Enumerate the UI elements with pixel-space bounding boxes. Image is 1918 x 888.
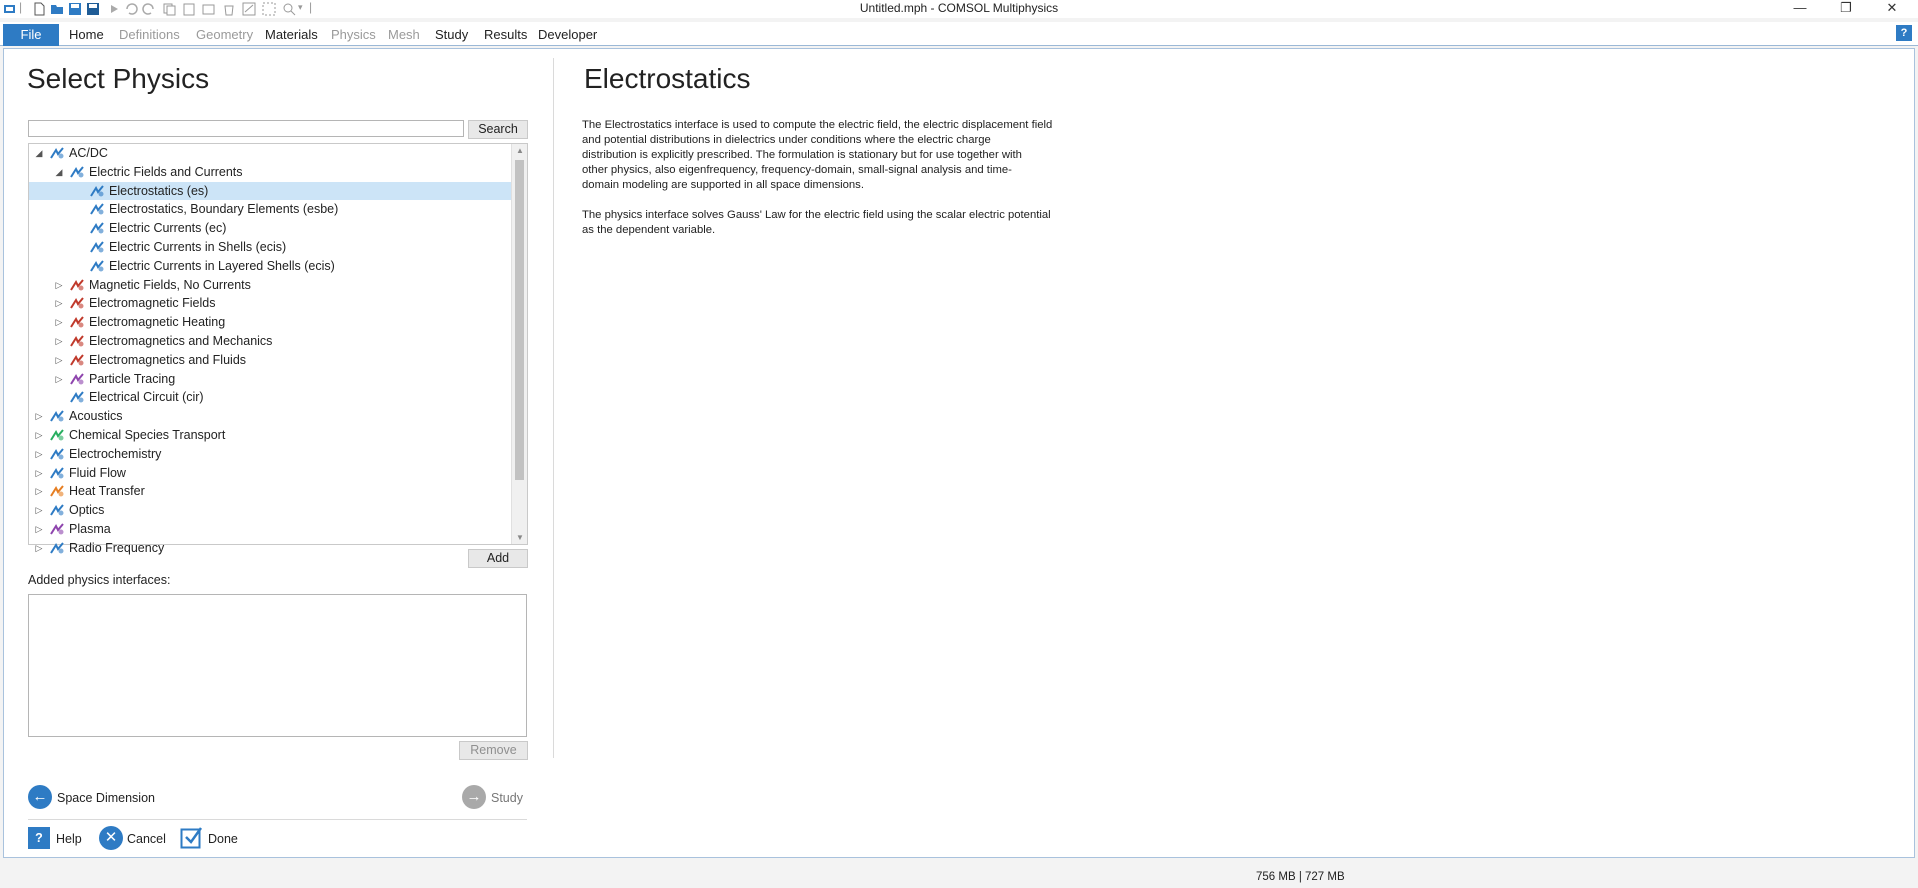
tree-item[interactable] bbox=[29, 388, 511, 406]
tree-item[interactable] bbox=[29, 445, 511, 463]
fluid-flow-icon bbox=[49, 466, 65, 480]
cancel-x-icon: ✕ bbox=[99, 826, 123, 850]
pane-divider[interactable] bbox=[553, 58, 554, 758]
add-button[interactable]: Add bbox=[468, 549, 528, 568]
tree-item-label: Electrical Circuit (cir) bbox=[89, 390, 204, 405]
tree-item[interactable] bbox=[29, 238, 511, 256]
electromagnetic-heating-icon bbox=[69, 315, 85, 329]
electromagnetics-mechanics-icon bbox=[69, 334, 85, 348]
arrow-left-icon: ← bbox=[28, 785, 52, 809]
scroll-down-icon[interactable]: ▼ bbox=[516, 533, 524, 542]
window-title: Untitled.mph - COMSOL Multiphysics bbox=[859, 1, 1059, 15]
cancel-label: Cancel bbox=[127, 832, 166, 846]
tab-study[interactable]: Study bbox=[435, 27, 469, 42]
tree-item-label: Electric Currents in Layered Shells (ecis) bbox=[109, 258, 335, 273]
expand-arrow-icon[interactable]: ▷ bbox=[55, 279, 63, 290]
expand-arrow-icon[interactable]: ▷ bbox=[35, 430, 43, 440]
tree-item[interactable] bbox=[29, 351, 511, 369]
acoustics-icon bbox=[49, 409, 65, 423]
tab-mesh[interactable]: Mesh bbox=[388, 27, 420, 42]
tab-results[interactable]: Results bbox=[484, 27, 528, 42]
done-label: Done bbox=[208, 832, 238, 846]
tree-item-label: AC/DC bbox=[69, 146, 108, 160]
electrochemistry-icon bbox=[49, 447, 65, 461]
tree-item[interactable] bbox=[29, 257, 511, 275]
search-button[interactable]: Search bbox=[468, 120, 528, 139]
description-paragraph-2 bbox=[582, 208, 1082, 238]
expand-arrow-icon[interactable]: ▷ bbox=[35, 467, 43, 478]
tab-physics[interactable]: Physics bbox=[331, 27, 376, 42]
acdc-icon bbox=[49, 146, 65, 160]
separator: | bbox=[309, 0, 313, 14]
tab-materials[interactable]: Materials bbox=[265, 27, 318, 42]
expand-arrow-icon[interactable]: ▷ bbox=[35, 411, 43, 422]
scroll-up-icon[interactable]: ▲ bbox=[516, 146, 524, 155]
heat-transfer-icon bbox=[49, 484, 65, 498]
done-button[interactable] bbox=[180, 826, 250, 852]
arrow-right-icon: → bbox=[462, 785, 486, 809]
tree-item[interactable] bbox=[29, 219, 511, 237]
added-interfaces-label: Added physics interfaces: bbox=[28, 573, 171, 587]
tree-item-label: Chemical Species Transport bbox=[69, 428, 226, 442]
description-paragraph-1 bbox=[582, 118, 1082, 193]
tree-item-label: Electric Currents in Shells (ecis) bbox=[109, 240, 287, 254]
tree-item[interactable] bbox=[29, 482, 511, 500]
tree-item[interactable] bbox=[29, 200, 511, 218]
collapse-arrow-icon[interactable]: ◢ bbox=[35, 148, 43, 158]
footer-separator bbox=[28, 819, 527, 820]
tree-item-label: Acoustics bbox=[69, 409, 123, 424]
added-interfaces-list[interactable] bbox=[28, 594, 527, 737]
expand-arrow-icon[interactable]: ▷ bbox=[55, 298, 63, 309]
tree-item-label: Particle Tracing bbox=[89, 371, 176, 386]
tree-item-label: Electromagnetics and Mechanics bbox=[89, 334, 273, 348]
tree-item[interactable] bbox=[29, 426, 511, 444]
scrollbar-thumb[interactable] bbox=[515, 160, 524, 480]
chemical-species-icon bbox=[49, 428, 65, 442]
expand-arrow-icon[interactable]: ▷ bbox=[35, 524, 43, 534]
desc-line: distribution is explicitly prescribed. The formulation is stationary but for use together with bbox=[582, 149, 1022, 161]
tree-item-label: Electromagnetic Heating bbox=[89, 315, 226, 330]
tree-item-label: Plasma bbox=[69, 522, 111, 536]
expand-arrow-icon[interactable]: ▷ bbox=[35, 542, 43, 553]
desc-line: The physics interface solves Gauss' Law for the electric field using the scalar electric potential bbox=[582, 209, 1051, 221]
tree-item[interactable] bbox=[29, 163, 511, 181]
electromagnetic-fields-icon bbox=[69, 296, 85, 310]
radio-frequency-icon bbox=[49, 541, 65, 555]
tree-item-label: Electric Currents (ec) bbox=[109, 221, 227, 236]
particle-tracing-icon bbox=[69, 372, 85, 386]
tree-item-label: Electromagnetic Fields bbox=[89, 296, 216, 311]
boundary-elements-icon bbox=[89, 202, 105, 216]
desc-line: domain modeling are supported in all space dimensions. bbox=[582, 179, 864, 191]
tree-item[interactable] bbox=[29, 520, 511, 538]
tree-item[interactable] bbox=[29, 182, 511, 200]
layered-shells-icon bbox=[89, 259, 105, 273]
study-label: Study bbox=[491, 791, 523, 805]
tab-geometry[interactable]: Geometry bbox=[196, 27, 254, 42]
plasma-icon bbox=[49, 522, 65, 536]
tree-item-label: Electromagnetics and Fluids bbox=[89, 352, 247, 367]
expand-arrow-icon[interactable]: ▷ bbox=[35, 448, 43, 459]
shells-icon bbox=[89, 240, 105, 254]
cancel-button[interactable] bbox=[99, 826, 169, 852]
help-icon[interactable]: ? bbox=[1896, 25, 1912, 41]
optics-icon bbox=[49, 503, 65, 517]
tree-item[interactable] bbox=[29, 276, 511, 294]
electrical-circuit-icon bbox=[69, 390, 85, 404]
question-icon: ? bbox=[28, 827, 50, 849]
physics-tree[interactable] bbox=[28, 143, 528, 555]
space-dimension-label: Space Dimension bbox=[57, 791, 155, 805]
space-dimension-button[interactable] bbox=[28, 785, 158, 811]
tree-item[interactable] bbox=[29, 332, 511, 350]
tab-file[interactable]: File bbox=[3, 24, 59, 46]
tree-item[interactable] bbox=[29, 539, 511, 557]
tree-item-label: Optics bbox=[69, 503, 105, 518]
expand-arrow-icon[interactable]: ▷ bbox=[55, 354, 63, 365]
tree-item-label: Electrostatics (es) bbox=[109, 183, 209, 198]
electric-fields-icon bbox=[69, 165, 85, 179]
electrostatics-icon bbox=[89, 184, 105, 198]
desc-line: The Electrostatics interface is used to compute the electric field, the electric displacement field bbox=[582, 119, 1053, 131]
tree-item-label: Electrostatics, Boundary Elements (esbe) bbox=[109, 202, 339, 217]
expand-arrow-icon[interactable]: ▷ bbox=[55, 336, 63, 346]
tree-item-label: Electrochemistry bbox=[69, 446, 162, 461]
tree-item-label: Fluid Flow bbox=[69, 465, 126, 480]
memory-status: 756 MB | 727 MB bbox=[1256, 871, 1345, 883]
tab-definitions[interactable]: Definitions bbox=[119, 27, 180, 42]
minimize-button[interactable]: — bbox=[1793, 0, 1807, 15]
tree-item[interactable] bbox=[29, 407, 511, 425]
study-button[interactable] bbox=[462, 785, 532, 811]
restore-button[interactable]: ❐ bbox=[1840, 0, 1852, 15]
tree-item[interactable] bbox=[29, 464, 511, 482]
desc-line: other physics, also eigenfrequency, frequency-domain, small-signal analysis and time- bbox=[582, 164, 1012, 176]
collapse-arrow-icon[interactable]: ◢ bbox=[55, 166, 63, 177]
electric-currents-icon bbox=[89, 221, 105, 235]
tree-item-label: Electric Fields and Currents bbox=[89, 164, 243, 179]
desc-line: and potential distributions in dielectrics under conditions where the electric charge bbox=[582, 134, 991, 146]
search-input[interactable] bbox=[28, 120, 464, 137]
expand-arrow-icon[interactable]: ▷ bbox=[55, 373, 63, 384]
tab-developer[interactable]: Developer bbox=[538, 27, 598, 42]
help-button[interactable] bbox=[28, 826, 88, 852]
tree-item-label: Heat Transfer bbox=[69, 484, 145, 499]
expand-arrow-icon[interactable]: ▷ bbox=[35, 486, 43, 497]
expand-arrow-icon[interactable]: ▷ bbox=[55, 317, 63, 328]
expand-arrow-icon[interactable]: ▷ bbox=[35, 505, 43, 516]
ribbon-tabs bbox=[0, 22, 1918, 46]
tree-item[interactable] bbox=[29, 501, 511, 519]
close-button[interactable]: ✕ bbox=[1886, 0, 1898, 15]
desc-line: as the dependent variable. bbox=[582, 224, 716, 236]
electromagnetics-fluids-icon bbox=[69, 353, 85, 367]
checkmark-icon bbox=[180, 826, 203, 849]
remove-button[interactable]: Remove bbox=[459, 741, 528, 760]
tree-scrollbar[interactable] bbox=[511, 144, 527, 544]
tree-item[interactable] bbox=[29, 144, 511, 162]
title-bar bbox=[0, 0, 1918, 18]
tree-item[interactable] bbox=[29, 370, 511, 388]
tree-item[interactable] bbox=[29, 294, 511, 312]
tree-item-label: Radio Frequency bbox=[69, 540, 165, 555]
tree-item[interactable] bbox=[29, 313, 511, 331]
separator: | bbox=[19, 0, 23, 14]
magnetic-fields-icon bbox=[69, 278, 85, 292]
description-title: Electrostatics bbox=[584, 63, 751, 94]
customize-dropdown-icon[interactable]: ▾ bbox=[298, 2, 303, 12]
page-title: Select Physics bbox=[27, 63, 210, 94]
help-label: Help bbox=[56, 832, 82, 846]
tab-home[interactable]: Home bbox=[69, 27, 104, 42]
tree-item-label: Magnetic Fields, No Currents bbox=[89, 277, 251, 292]
